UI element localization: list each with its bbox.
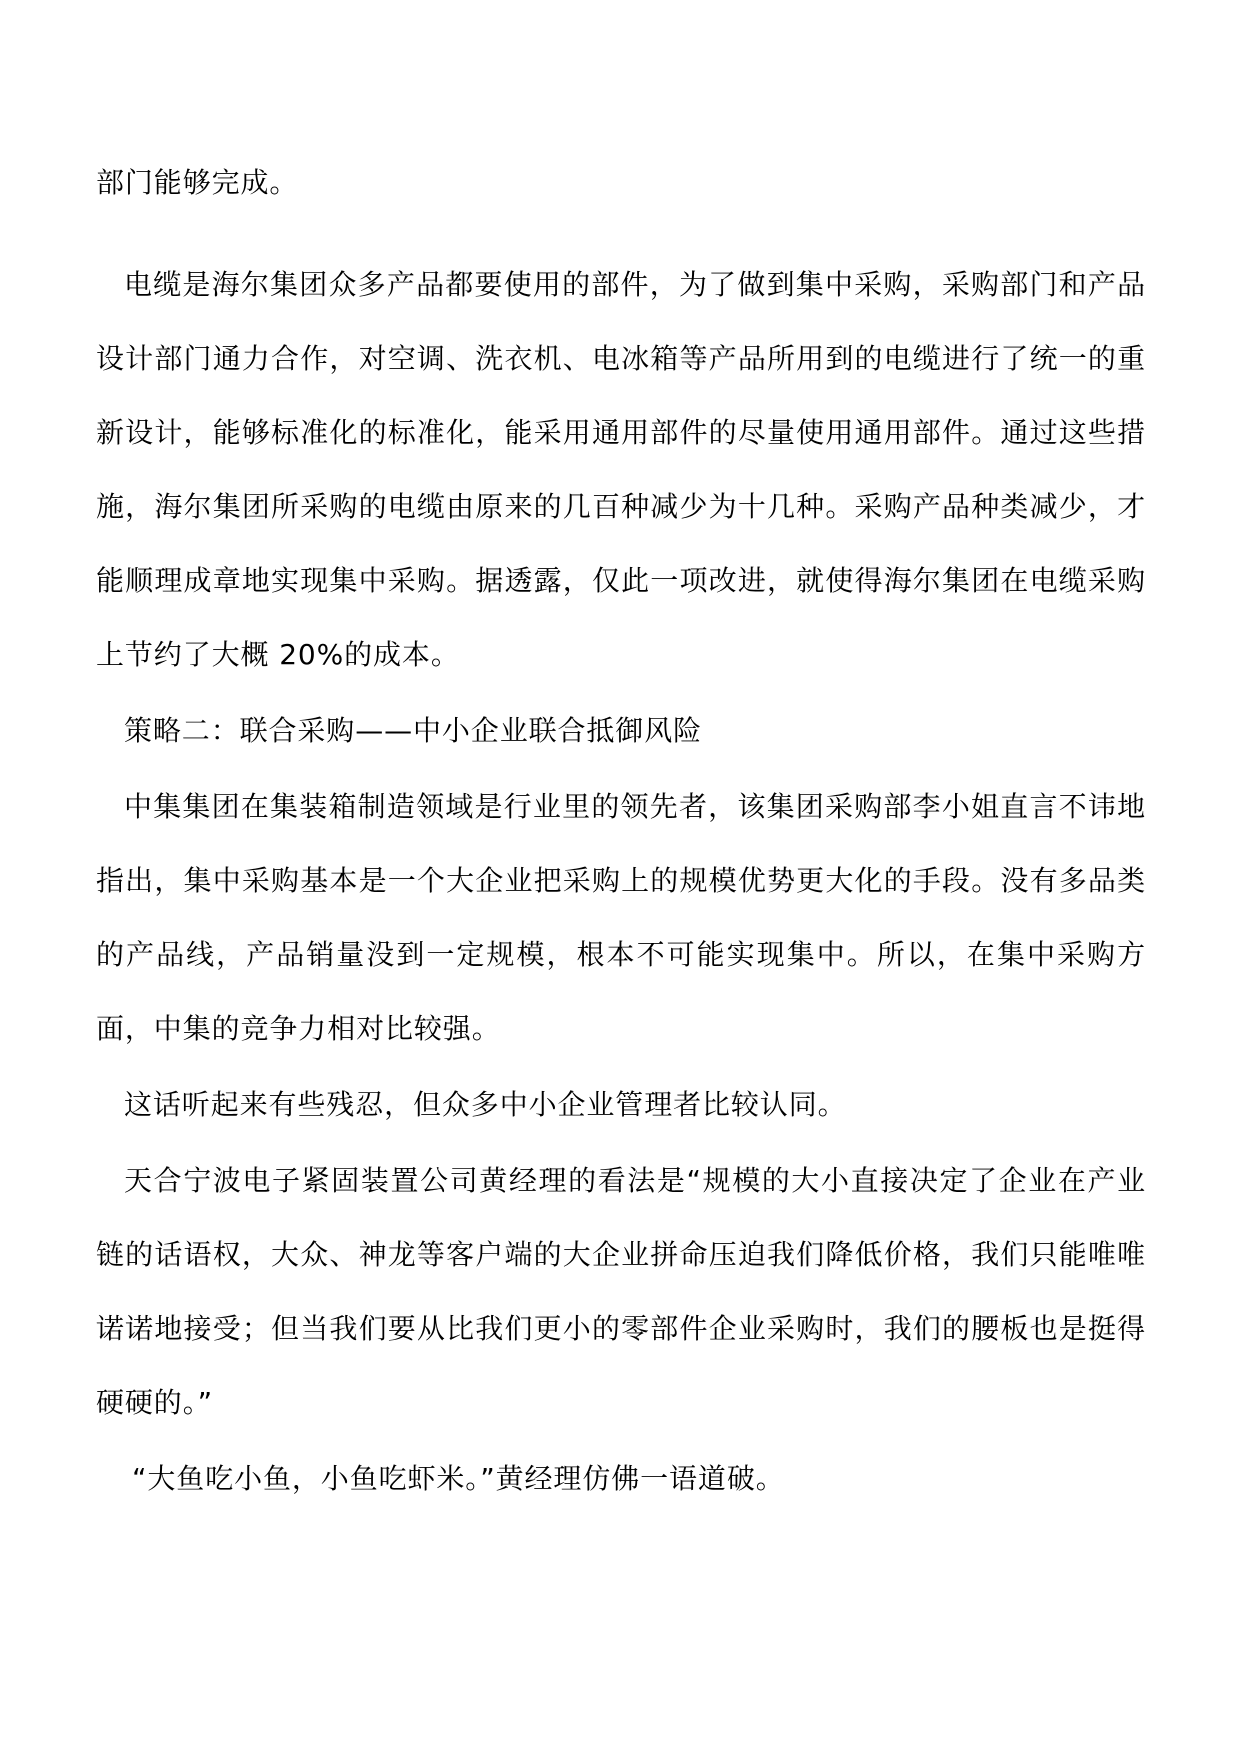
- document-page: [96, 146, 1146, 1516]
- paragraph-haier-cable: 电缆是海尔集团众多产品都要使用的部件，为了做到集中采购，采购部门和产品设计部门通力合作，对空调、洗衣机、电冰箱等产品所用到的电缆进行了统一的重新设计，能够标准化的标准化，能采用通用部件的尽量使用通用部件。通过这些措施，海尔集团所采购的电缆由原来的几百种减少为十几种。采购产品种类减少，才能顺理成章地实现集中采购。据透露，仅此一项改进，就使得海尔集团在电缆采购上节约了大概 20%的成本。: [96, 268, 1146, 671]
- section-heading-strategy-two: 策略二：联合采购——中小企业联合抵御风险: [124, 714, 703, 747]
- paragraph-manager-quote: 天合宁波电子紧固装置公司黄经理的看法是“规模的大小直接决定了企业在产业链的话语权，大众、神龙等客户端的大企业拼命压迫我们降低价格，我们只能唯唯诺诺地接受；但当我们要从比我们更小的零部件企业采购时，我们的腰板也是挺得硬硬的。”: [96, 1164, 1146, 1419]
- paragraph-agreement: 这话听起来有些残忍，但众多中小企业管理者比较认同。: [124, 1088, 847, 1121]
- paragraph-continuation: 部门能够完成。: [96, 166, 299, 199]
- paragraph-cimc: 中集集团在集装箱制造领域是行业里的领先者，该集团采购部李小姐直言不讳地指出，集中采购基本是一个大企业把采购上的规模优势更大化的手段。没有多品类的产品线，产品销量没到一定规模，根本不可能实现集中。所以，在集中采购方面，中集的竞争力相对比较强。: [96, 790, 1146, 1045]
- paragraph-closing-quote: “大鱼吃小鱼，小鱼吃虾米。”黄经理仿佛一语道破。: [132, 1462, 785, 1495]
